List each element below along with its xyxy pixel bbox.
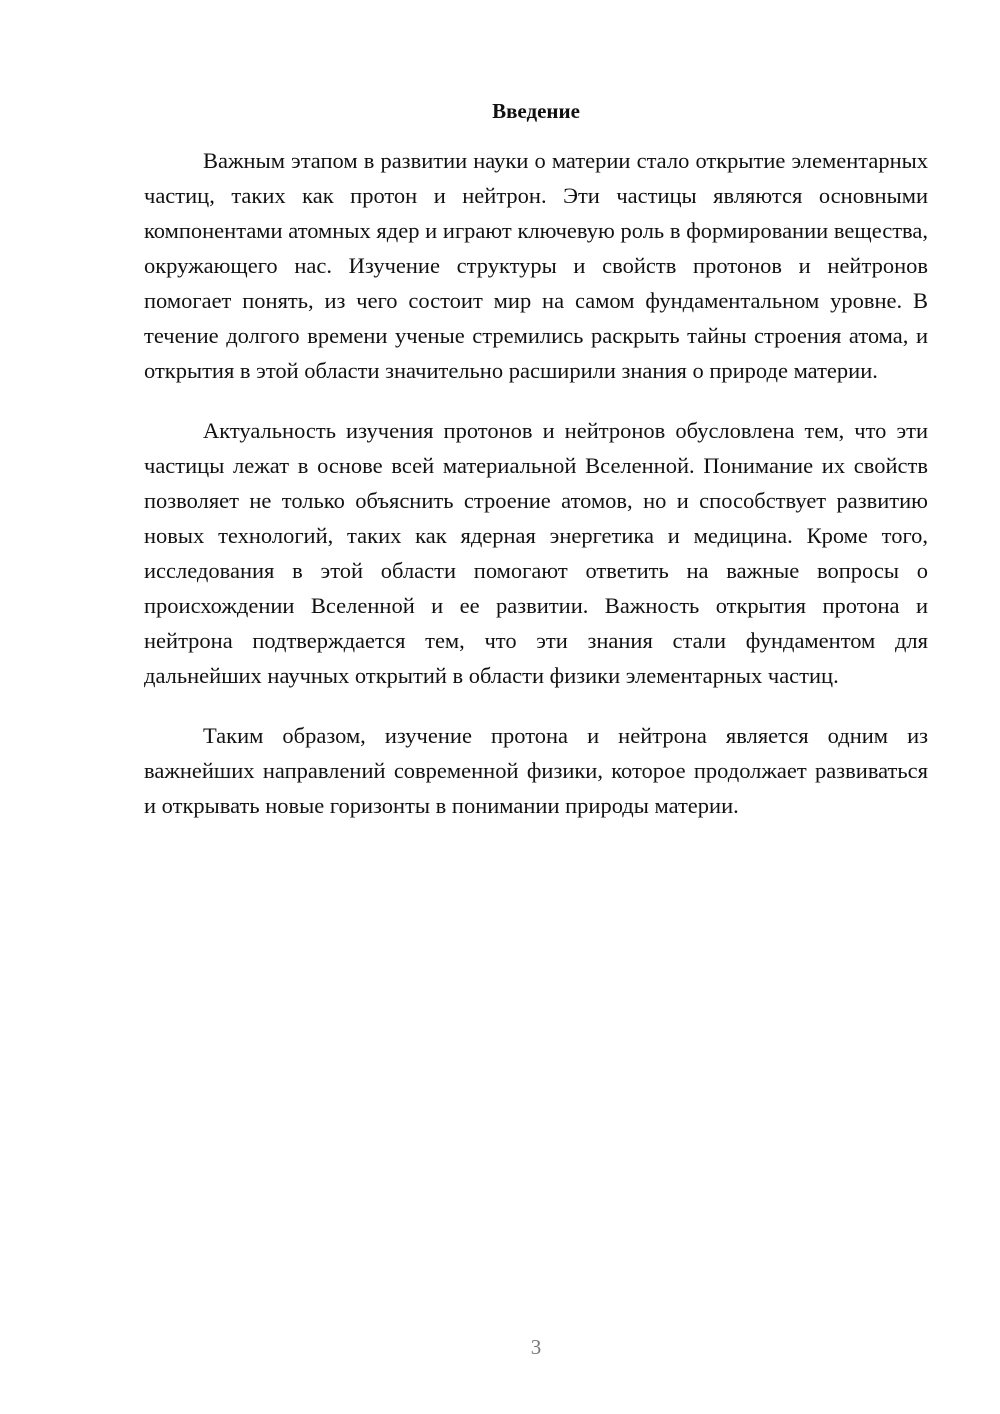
paragraph-conclusion: Таким образом, изучение протона и нейтрона является одним из важнейших направлений современной физики, которое продолжает развиваться и открывать новые горизонты в понимании природы материи. — [144, 723, 928, 818]
section-title: Введение — [492, 99, 580, 123]
paragraph-relevance: Актуальность изучения протонов и нейтронов обусловлена тем, что эти частицы лежат в основе всей материальной Вселенной. Понимание их свойств позволяет не только объяснить строение атомов, но и способствует развитию новых технологий, таких как ядерная энергетика и медицина. Кроме того, исследования в этой области помогают ответить на важные вопросы о происхождении Вселенной и ее развитии. Важность открытия протона и нейтрона подтверждается тем, что эти знания стали фундаментом для дальнейших научных открытий в области физики элементарных частиц. — [144, 418, 928, 688]
paragraph-intro: Важным этапом в развитии науки о материи стало открытие элементарных частиц, таких как протон и нейтрон. Эти частицы являются основными компонентами атомных ядер и играют ключевую роль в формировании вещества, окружающего нас. Изучение структуры и свойств протонов и нейтронов помогает понять, из чего состоит мир на самом фундаментальном уровне. В течение долгого времени ученые стремились раскрыть тайны строения атома, и открытия в этой области значительно расширили знания о природе материи. — [144, 148, 928, 383]
page-number: 3 — [530, 1335, 542, 1359]
body-text — [144, 143, 928, 848]
